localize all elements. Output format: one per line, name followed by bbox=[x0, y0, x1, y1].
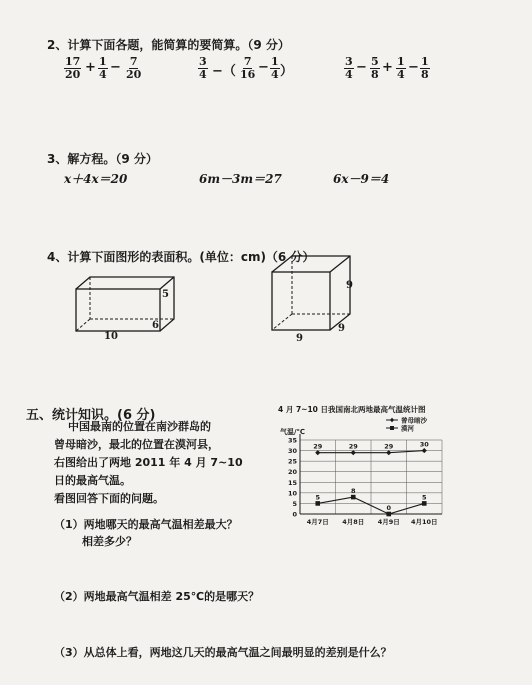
fraction: $\frac{7}{20}$ bbox=[126, 55, 142, 81]
operator: − bbox=[408, 60, 419, 75]
fraction: $\frac{17}{20}$ bbox=[65, 55, 81, 81]
q5-paragraph-line: 曾母暗沙，最北的位置在漠河县， bbox=[54, 438, 219, 451]
operator: ） bbox=[280, 64, 294, 79]
x-tick-label: 4月9日 bbox=[377, 518, 400, 526]
y-tick-label: 5 bbox=[292, 499, 297, 508]
fraction: $\frac{5}{8}$ bbox=[371, 55, 379, 81]
data-label: 29 bbox=[384, 442, 394, 451]
data-label: 29 bbox=[313, 442, 323, 451]
q4-title: 4、计算下面图形的表面积。(单位：cm)（6 分） bbox=[47, 250, 315, 264]
equation-2: 6m－3m＝27 bbox=[199, 172, 282, 186]
fraction: $\frac{3}{4}$ bbox=[199, 55, 207, 81]
data-label: 29 bbox=[348, 442, 358, 451]
equation-1: x＋4x＝20 bbox=[64, 172, 128, 186]
fraction: $\frac{1}{8}$ bbox=[421, 55, 429, 81]
fraction: $\frac{1}{4}$ bbox=[397, 55, 405, 81]
chart-title: 4 月 7~10 日我国南北两地最高气温统计图 bbox=[278, 405, 426, 414]
y-tick-label: 0 bbox=[292, 510, 297, 519]
x-tick-label: 4月8日 bbox=[342, 518, 365, 526]
q5-sub-question-1: （1）两地哪天的最高气温相差最大？ bbox=[54, 518, 238, 531]
y-tick-label: 25 bbox=[287, 457, 297, 466]
cube-edge-label-bottom: 9 bbox=[296, 333, 303, 344]
fraction: $\frac{3}{4}$ bbox=[345, 55, 353, 81]
data-point bbox=[315, 501, 320, 506]
equation-3: 6x－9＝4 bbox=[333, 172, 390, 186]
y-tick-label: 35 bbox=[287, 436, 297, 445]
data-label: 5 bbox=[421, 493, 427, 502]
y-tick-label: 20 bbox=[287, 468, 297, 477]
fraction: $\frac{7}{16}$ bbox=[240, 55, 256, 81]
x-tick-label: 4月7日 bbox=[306, 518, 329, 526]
y-tick-label: 15 bbox=[287, 478, 297, 487]
q5-title: 五、统计知识。(6 分) bbox=[26, 408, 156, 423]
data-label: 30 bbox=[419, 440, 429, 449]
data-point bbox=[422, 448, 427, 453]
fraction: $\frac{1}{4}$ bbox=[99, 55, 107, 81]
operator: + bbox=[85, 60, 96, 75]
data-label: 5 bbox=[315, 493, 321, 502]
legend-marker bbox=[390, 426, 394, 430]
operator: −（ bbox=[212, 64, 236, 79]
data-point bbox=[386, 450, 391, 455]
data-label: 0 bbox=[386, 504, 392, 512]
data-point bbox=[422, 501, 427, 506]
q5-paragraph-line: 右图给出了两地 2011 年 4 月 7~10 bbox=[54, 456, 243, 469]
q5-sub-question-3: （3）从总体上看，两地这几天的最高气温之间最明显的差别是什么？ bbox=[54, 646, 392, 659]
temperature-line-chart bbox=[278, 400, 448, 534]
chart-y-axis-label: 气温/℃ bbox=[280, 428, 306, 436]
q5-sub-question-1-cont: 相差多少？ bbox=[82, 535, 137, 548]
data-point bbox=[351, 495, 356, 500]
cuboid-height-label: 5 bbox=[162, 289, 169, 300]
operator: − bbox=[110, 60, 121, 75]
legend-label: 曾母暗沙 bbox=[401, 416, 427, 425]
fraction: $\frac{1}{4}$ bbox=[271, 55, 279, 81]
cube-edge-label-depth: 9 bbox=[338, 323, 345, 334]
data-label: 8 bbox=[350, 487, 356, 496]
legend-marker bbox=[390, 418, 394, 422]
cube-edge-label-right: 9 bbox=[346, 280, 353, 291]
q2-title: 2、计算下面各题，能简算的要简算。（9 分） bbox=[47, 38, 290, 52]
q5-paragraph-line: 看图回答下面的问题。 bbox=[54, 492, 164, 505]
cuboid-length-label: 10 bbox=[104, 331, 118, 342]
operator: − bbox=[356, 60, 367, 75]
data-point bbox=[315, 450, 320, 455]
x-tick-label: 4月10日 bbox=[410, 518, 438, 526]
data-point bbox=[351, 450, 356, 455]
q5-paragraph-line: 日的最高气温。 bbox=[54, 474, 131, 487]
cuboid-width-label: 6 bbox=[152, 320, 159, 331]
cuboid-figure bbox=[60, 268, 180, 338]
y-tick-label: 30 bbox=[287, 447, 297, 456]
legend-label: 漠河 bbox=[401, 424, 414, 433]
operator: + bbox=[382, 60, 393, 75]
data-point bbox=[386, 512, 391, 517]
q3-title: 3、解方程。（9 分） bbox=[47, 152, 158, 166]
operator: − bbox=[258, 60, 269, 75]
q5-sub-question-2: （2）两地最高气温相差 25℃的是哪天？ bbox=[54, 590, 260, 603]
chart-legend bbox=[386, 416, 428, 433]
y-tick-label: 10 bbox=[287, 489, 297, 498]
q5-paragraph-line: 中国最南的位置在南沙群岛的 bbox=[68, 420, 211, 433]
